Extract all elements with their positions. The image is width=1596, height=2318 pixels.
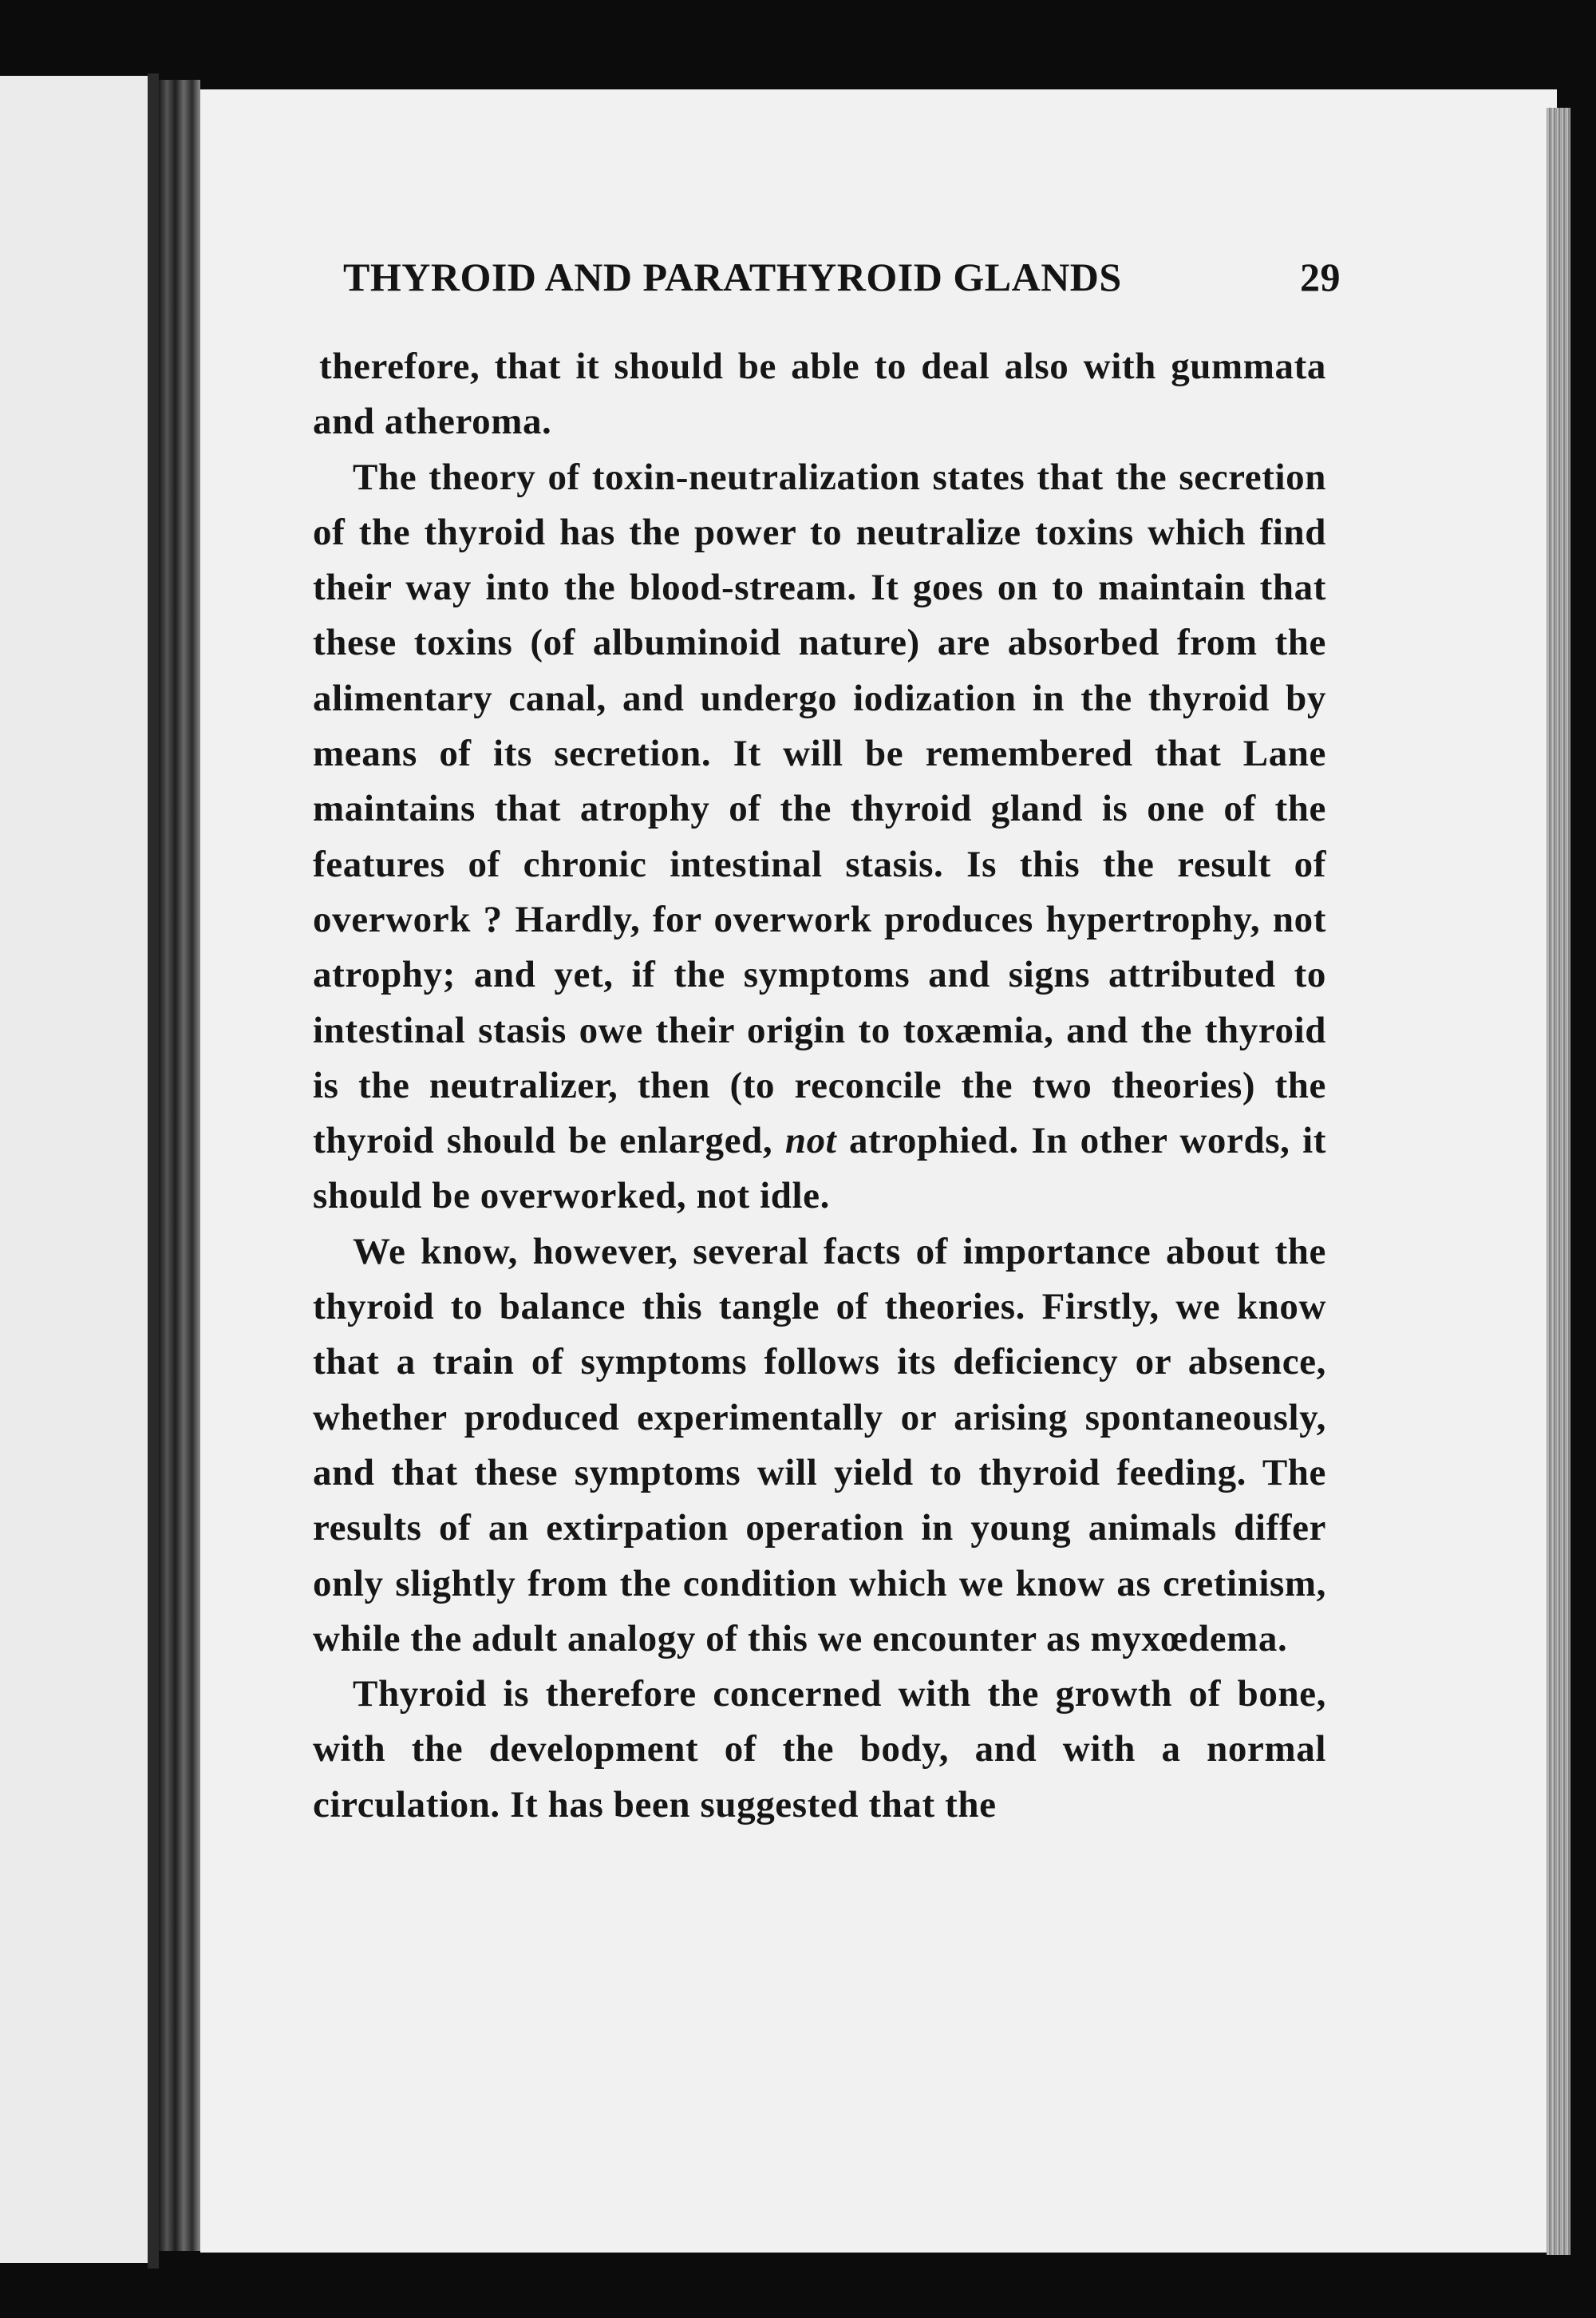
running-title: THYROID AND PARATHYROID GLANDS [343, 255, 1122, 299]
paragraph-text: The theory of toxin-neutralization states that the secretion of the thyroid has the power to neutralize toxins which find their way into the blood-stream. It goes on to maintain that these toxins (of albuminoid nature) are absorbed from the alimentary canal, and undergo iodization in the thyroid by means of its secretion. It will be remembered that Lane maintains that atrophy of the thyroid gland is one of the features of chronic intestinal stasis. Is this the result of overwork ? Hardly, for overwork produces hypertrophy, not atrophy; and yet, if the symptoms and signs attributed to intestinal stasis owe their origin to toxæmia, and the thyroid is the neutralizer, then (to reconcile the two theories) the thyroid should be enlarged, [313, 456, 1326, 1162]
body-text [313, 339, 1326, 1833]
book-binding-gutter [159, 80, 200, 2251]
paragraph-known-facts: We know, however, several facts of importance about the thyroid to balance this tangle of theories. Firstly, we know that a train of symptoms follows its deficiency or absence, whether produced experimentally or arising spontaneously, and that these symptoms will yield to thyroid feeding. The results of an extirpation operation in young animals differ only slightly from the condition which we know as cretinism, while the adult analogy of this we encounter as myxœdema. [313, 1230, 1326, 1659]
emphasis-text: not [784, 1120, 837, 1162]
paragraph-thyroid-function: Thyroid is therefore concerned with the growth of bone, with the development of the body, and with a normal circulation. It has been suggested that the [313, 1673, 1326, 1826]
paragraph-text-continued: atrophied. In other words, it should be overworked, not idle. [313, 1120, 1326, 1217]
page-shadow [148, 73, 159, 2269]
paragraph-toxin-theory [313, 450, 1326, 1224]
paragraph-continued: therefore, that it should be able to deal also with gummata and atheroma. [313, 346, 1326, 443]
page-number: 29 [1300, 255, 1341, 299]
previous-page-edge [0, 76, 148, 2263]
page-stack-edge [1547, 108, 1570, 2255]
